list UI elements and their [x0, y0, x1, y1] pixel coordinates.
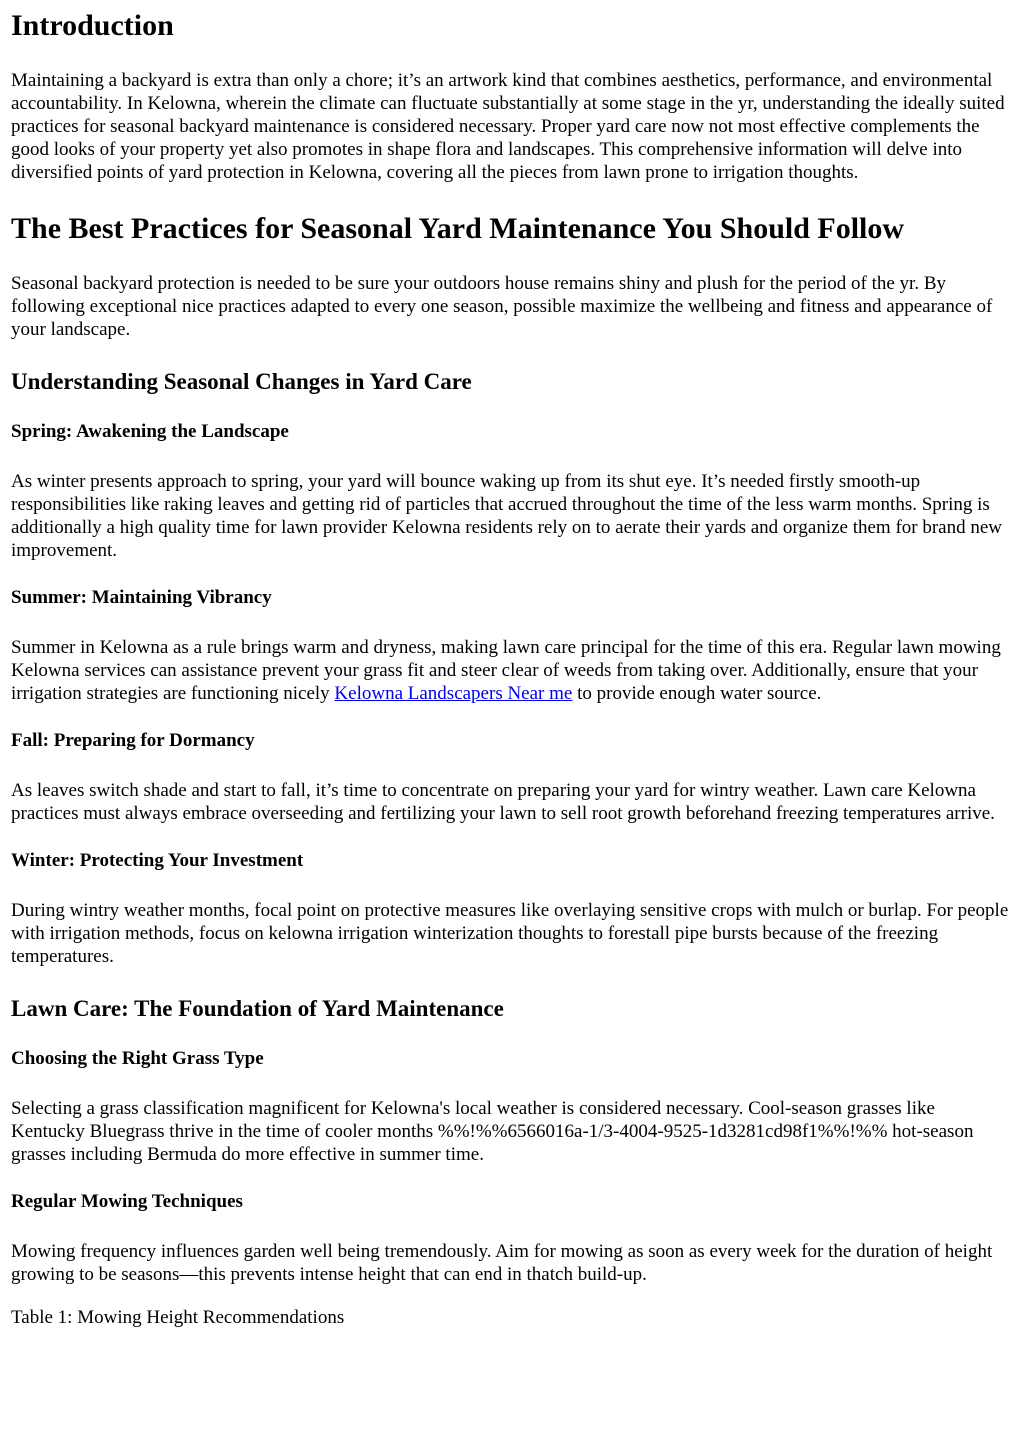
winter-paragraph: During wintry weather months, focal point on protective measures like overlaying sensitive crops with mulch or burlap. For people with irrigation methods, focus on kelowna irrigation winterization thoughts to forestall pipe bursts because of the freezing temperatures.: [11, 900, 1009, 967]
mowing-paragraph: Mowing frequency influences garden well being tremendously. Aim for mowing as soon as every week for the duration of height growing to be seasons—this prevents intense height that can end in thatch build-up.: [11, 1241, 993, 1285]
spring-paragraph: As winter presents approach to spring, your yard will bounce waking up from its shut eye. It’s needed firstly smooth-up responsibilities like raking leaves and getting rid of particles that accrued throughout the time of the less warm months. Spring is additionally a high quality time for lawn provider Kelowna residents rely on to aerate their yards and organize them for brand new improvement.: [11, 471, 1003, 561]
landscapers-link[interactable]: Kelowna Landscapers Near me: [334, 683, 573, 704]
lawn-care-heading: Lawn Care: The Foundation of Yard Maintenance: [11, 996, 504, 1021]
best-practices-paragraph: Seasonal backyard protection is needed to be sure your outdoors house remains shiny and plush for the period of the yr. By following exceptional nice practices adapted to every one season, possible maximize the wellbeing and fitness and appearance of your landscape.: [11, 273, 993, 340]
grass-type-heading: Choosing the Right Grass Type: [11, 1048, 264, 1069]
mowing-heading: Regular Mowing Techniques: [11, 1191, 243, 1212]
intro-paragraph: Maintaining a backyard is extra than only a chore; it’s an artwork kind that combines aesthetics, performance, and environmental accountability. In Kelowna, wherein the climate can fluctuate substantially at some stage in the yr, understanding the ideally suited practices for seasonal backyard maintenance is considered necessary. Proper yard care now not most effective complements the good looks of your property yet also promotes in shape flora and landscapes. This comprehensive information will delve into diversified points of yard protection in Kelowna, covering all the pieces from lawn prone to irrigation thoughts.: [11, 70, 1005, 183]
summer-heading: Summer: Maintaining Vibrancy: [11, 587, 272, 608]
spring-heading: Spring: Awakening the Landscape: [11, 421, 289, 442]
summer-text-before-link: Summer in Kelowna as a rule brings warm and dryness, making lawn care principal for the time of this era. Regular lawn mowing Kelowna services can assistance prevent your grass fit and steer clear of weeds from taking over. Additionally, ensure that your irrigation strategies are functioning nicely: [11, 637, 1001, 704]
seasonal-changes-heading: Understanding Seasonal Changes in Yard Care: [11, 369, 472, 394]
grass-type-paragraph: Selecting a grass classification magnificent for Kelowna's local weather is considered necessary. Cool-season grasses like Kentucky Bluegrass thrive in the time of cooler months %%!%%6566016a-1/3-4004-9525-1d3281cd98f1%%!%% hot-season grasses including Bermuda do more effective in summer time.: [11, 1098, 974, 1165]
fall-heading: Fall: Preparing for Dormancy: [11, 730, 255, 751]
winter-heading: Winter: Protecting Your Investment: [11, 850, 304, 871]
intro-heading: Introduction: [11, 9, 174, 42]
best-practices-heading: The Best Practices for Seasonal Yard Maintenance You Should Follow: [11, 212, 905, 245]
article: [0, 8, 1024, 1329]
table-caption: Table 1: Mowing Height Recommendations: [11, 1307, 345, 1328]
summer-paragraph: [11, 636, 1013, 705]
fall-paragraph: As leaves switch shade and start to fall, it’s time to concentrate on preparing your yard for wintry weather. Lawn care Kelowna practices must always embrace overseeding and fertilizing your lawn to sell root growth beforehand freezing temperatures arrive.: [11, 780, 995, 824]
summer-text-after-link: to provide enough water source.: [572, 683, 822, 704]
